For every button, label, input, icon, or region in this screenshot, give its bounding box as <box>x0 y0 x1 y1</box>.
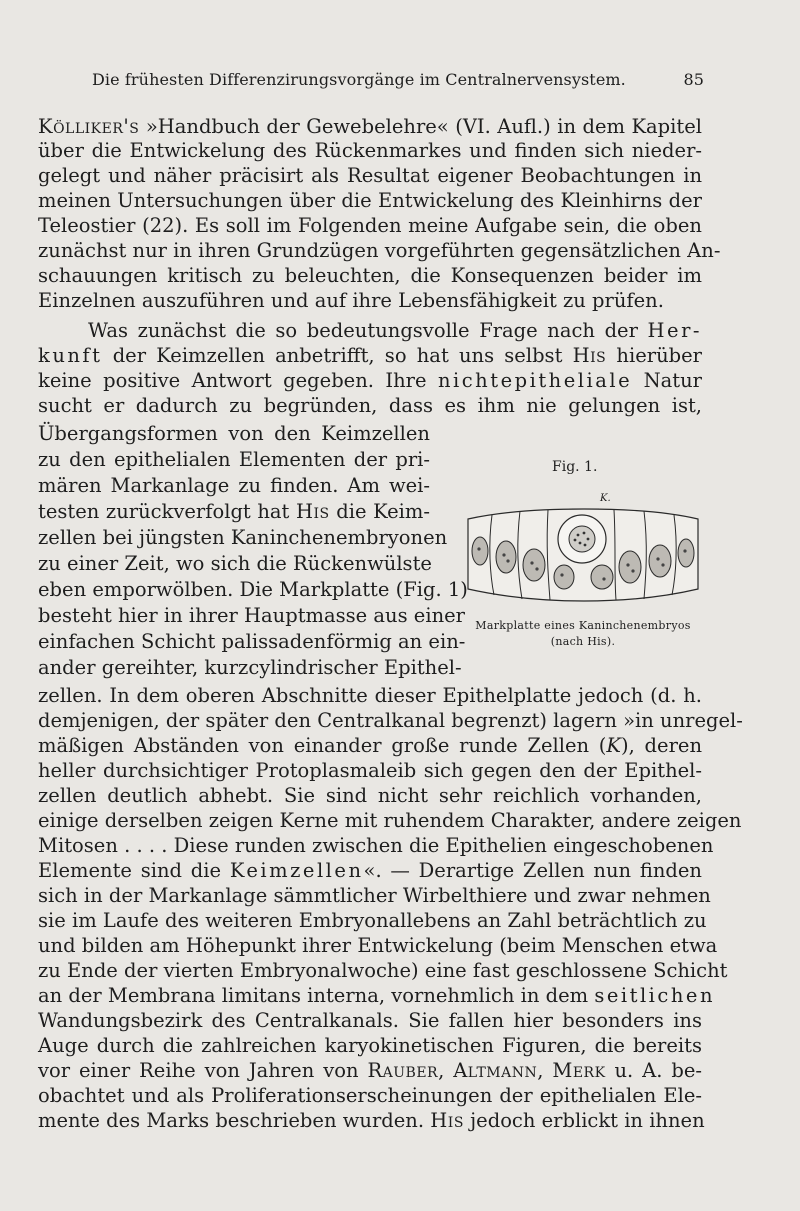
author-name: Altmann <box>453 1059 538 1082</box>
text-segment: der Keimzellen anbetrifft, so hat uns selbst <box>102 344 573 367</box>
text-segment: mente des Marks beschrieben wurden. <box>38 1109 431 1132</box>
page-number: 85 <box>683 70 704 89</box>
text-line: meinen Untersuchungen über die Entwickelung des Kleinhirns der <box>38 189 702 212</box>
text-line: zu einer Zeit, wo sich die Rückenwülste <box>38 552 432 575</box>
text-line: Wandungsbezirk des Centralkanals. Sie fallen hier besonders ins <box>38 1009 702 1032</box>
text-line: Übergangsformen von den Keimzellen <box>38 422 430 445</box>
text-line: zellen deutlich abhebt. Sie sind nicht sehr reichlich vorhanden, <box>38 784 702 807</box>
cell-illustration <box>464 505 702 603</box>
text-line: besteht hier in ihrer Hauptmasse aus einer <box>38 604 465 627</box>
text-line: sich in der Markanlage sämmtlicher Wirbelthiere und zwar nehmen <box>38 884 711 907</box>
author-name: His <box>572 344 607 367</box>
text-line <box>88 319 702 343</box>
text-segment: keine positive Antwort gegeben. Ihre <box>38 369 438 392</box>
text-segment: u. A. be- <box>605 1059 702 1082</box>
text-line: eben emporwölben. Die Markplatte (Fig. 1) <box>38 578 468 601</box>
text-line: sucht er dadurch zu begründen, dass es ihm nie gelungen ist, <box>38 394 702 417</box>
text-line: heller durchsichtiger Protoplasmaleib sich gegen den der Epithel- <box>38 759 702 782</box>
text-segment: , <box>438 1059 454 1082</box>
figure-label: Fig. 1. <box>552 459 598 475</box>
text-segment: Was zunächst die so bedeutungsvolle Frage nach der <box>88 319 648 342</box>
text-line: einige derselben zeigen Kerne mit ruhendem Charakter, andere zeigen <box>38 809 742 832</box>
text-line: sie im Laufe des weiteren Embryonallebens an Zahl beträchtlich zu <box>38 909 707 932</box>
text-segment: «. — Derartige Zellen nun finden <box>363 859 702 882</box>
text-line <box>38 115 702 139</box>
text-line <box>38 984 715 1008</box>
text-line: zunächst nur in ihren Grundzügen vorgeführten gegensätzlichen An- <box>38 239 721 262</box>
text-segment: testen zurückverfolgt hat <box>38 500 296 523</box>
author-name: His <box>296 500 330 523</box>
author-name: His <box>430 1109 464 1132</box>
text-line: obachtet und als Proliferationserscheinungen der epithelialen Ele- <box>38 1084 702 1107</box>
text-line: ander gereihter, kurzcylindrischer Epithel- <box>38 656 462 679</box>
text-segment: mäßigen Abständen von einander große runde Zellen ( <box>38 734 607 757</box>
figure-caption-source: (nach His). <box>550 635 616 648</box>
text-line: über die Entwickelung des Rückenmarkes und finden sich nieder- <box>38 139 702 162</box>
figure-1 <box>458 455 708 655</box>
text-line: einfachen Schicht palissadenförmig an ein- <box>38 630 466 653</box>
emphasis: nichtepitheliale <box>437 369 633 392</box>
text-line <box>38 369 702 393</box>
text-line: gelegt und näher präcisirt als Resultat eigener Beobachtungen in <box>38 164 702 187</box>
text-line: zellen. In dem oberen Abschnitte dieser Epithelplatte jedoch (d. h. <box>38 684 702 707</box>
text-line: mären Markanlage zu finden. Am wei- <box>38 474 430 497</box>
text-segment: ), deren <box>621 734 703 757</box>
text-segment: jedoch erblickt in ihnen <box>463 1109 705 1132</box>
text-line: zu den epithelialen Elementen der pri- <box>38 448 430 471</box>
text-line: zu Ende der vierten Embryonalwoche) eine fast geschlossene Schicht <box>38 959 728 982</box>
text-line: schauungen kritisch zu beleuchten, die Konsequenzen beider im <box>38 264 702 287</box>
text-line: Teleostier (22). Es soll im Folgenden meine Aufgabe sein, die oben <box>38 214 702 237</box>
text-line <box>38 1109 705 1133</box>
text-line: und bilden am Höhepunkt ihrer Entwickelung (beim Menschen etwa <box>38 934 718 957</box>
figure-reference: K <box>606 734 621 757</box>
text-line <box>38 500 430 524</box>
text-line: zellen bei jüngsten Kaninchenembryonen <box>38 526 448 549</box>
running-title: Die frühesten Differenzirungsvorgänge im Centralnervensystem. <box>92 70 626 89</box>
emphasis: Keimzellen <box>229 859 364 882</box>
text-segment: an der Membrana limitans interna, vornehmlich in dem <box>38 984 595 1007</box>
text-segment: die Keim- <box>329 500 431 523</box>
text-segment: hierüber <box>606 344 702 367</box>
text-line <box>38 1059 702 1083</box>
figure-marker: K. <box>600 493 611 504</box>
text-line: Auge durch die zahlreichen karyokinetischen Figuren, die bereits <box>38 1034 702 1057</box>
text-line: Einzelnen auszuführen und auf ihre Lebensfähigkeit zu prüfen. <box>38 289 664 312</box>
author-name: Kölliker's <box>38 115 140 138</box>
text-line <box>38 344 702 368</box>
text-line: demjenigen, der später den Centralkanal begrenzt) lagern »in unregel- <box>38 709 743 732</box>
text-segment: Natur <box>632 369 702 392</box>
emphasis: seitlichen <box>594 984 715 1007</box>
text-segment: Elemente sind die <box>38 859 230 882</box>
author-name: Merk <box>552 1059 606 1082</box>
figure-caption: Markplatte eines Kaninchenembryos <box>475 619 691 632</box>
text-line <box>38 734 702 758</box>
text-segment: , <box>537 1059 553 1082</box>
emphasis: kunft <box>38 344 103 367</box>
text-line <box>38 859 702 883</box>
text-segment: »Handbuch der Gewebelehre« (VI. Aufl.) in dem Kapitel <box>139 115 702 138</box>
author-name: Rauber <box>367 1059 439 1082</box>
text-line: Mitosen . . . . Diese runden zwischen die Epithelien eingeschobenen <box>38 834 714 857</box>
running-head <box>92 70 704 89</box>
text-segment: vor einer Reihe von Jahren von <box>38 1059 368 1082</box>
emphasis: Her- <box>647 319 702 342</box>
